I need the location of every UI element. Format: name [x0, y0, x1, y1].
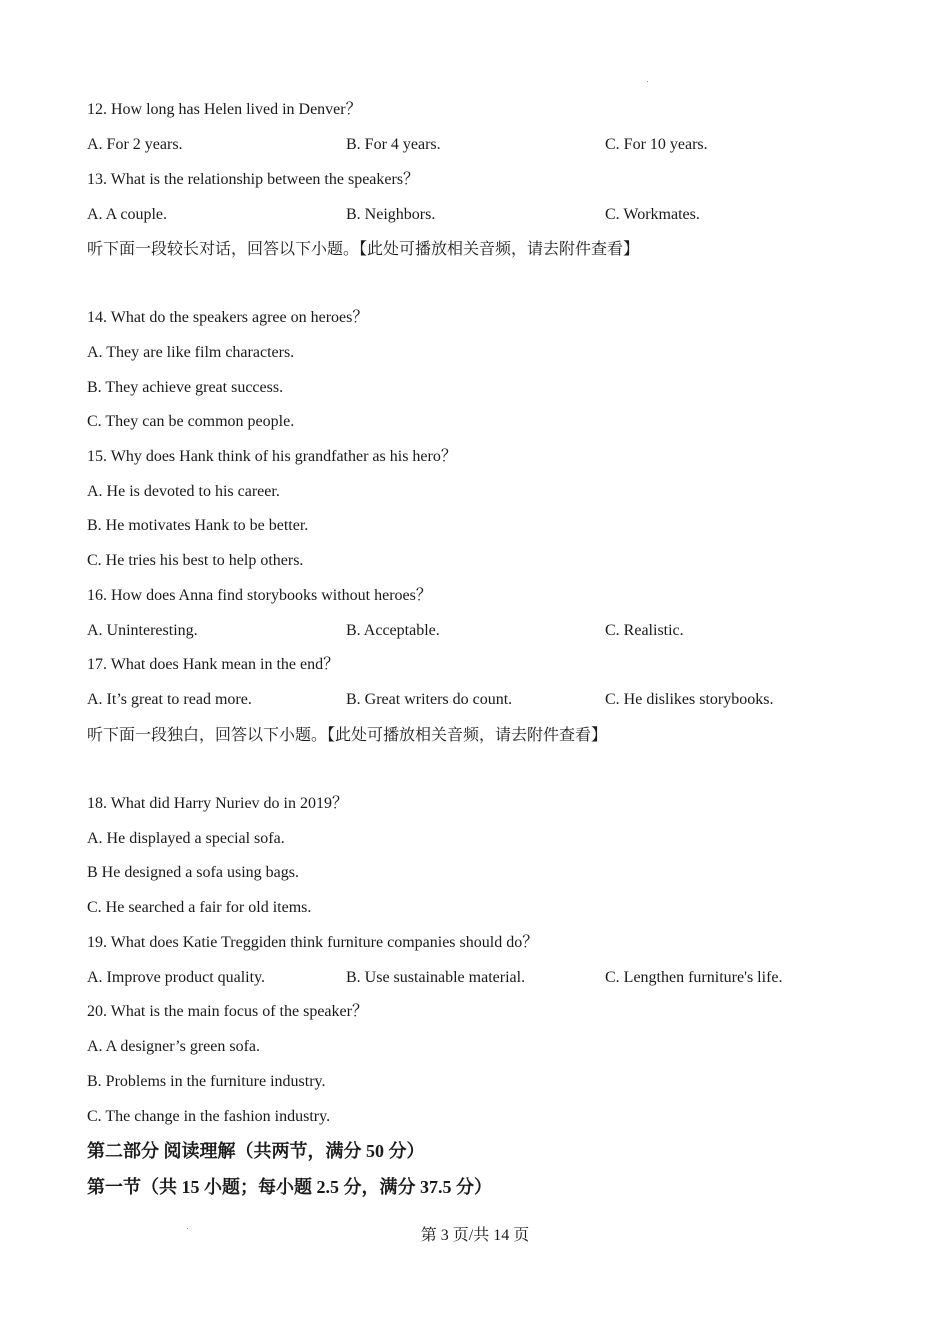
question-12-option-b: B. For 4 years.: [346, 136, 441, 153]
section-heading-part1: 第一节（共 15 小题；每小题 2.5 分，满分 37.5 分）: [87, 1177, 492, 1197]
question-19-stem: 19. What does Katie Treggiden think furniture companies should do？: [87, 934, 539, 951]
question-12-option-a: A. For 2 years.: [87, 136, 183, 153]
question-20-option-b: B. Problems in the furniture industry.: [87, 1073, 326, 1090]
question-15-option-b: B. He motivates Hank to be better.: [87, 517, 309, 534]
question-18-option-a: A. He displayed a special sofa.: [87, 830, 285, 847]
question-14-option-c: C. They can be common people.: [87, 413, 295, 430]
instruction-monologue: 听下面一段独白，回答以下小题。【此处可播放相关音频，请去附件查看】: [87, 727, 608, 744]
question-20-option-c: C. The change in the fashion industry.: [87, 1108, 331, 1125]
question-12-stem: 12. How long has Helen lived in Denver？: [87, 101, 362, 118]
question-17-stem: 17. What does Hank mean in the end？: [87, 656, 340, 673]
question-16-stem: 16. How does Anna find storybooks without heroes？: [87, 587, 432, 604]
question-17-option-b: B. Great writers do count.: [346, 691, 513, 708]
question-12-option-c: C. For 10 years.: [605, 136, 708, 153]
instruction-long-dialogue: 听下面一段较长对话，回答以下小题。【此处可播放相关音频，请去附件查看】: [87, 241, 640, 258]
question-13-option-c: C. Workmates.: [605, 206, 700, 223]
question-17-option-c: C. He dislikes storybooks.: [605, 691, 774, 708]
question-13-stem: 13. What is the relationship between the speakers？: [87, 171, 420, 188]
question-16-option-c: C. Realistic.: [605, 622, 684, 639]
question-13-option-b: B. Neighbors.: [346, 206, 436, 223]
question-16-option-b: B. Acceptable.: [346, 622, 440, 639]
question-19-option-b: B. Use sustainable material.: [346, 969, 526, 986]
question-19-option-a: A. Improve product quality.: [87, 969, 266, 986]
question-14-option-a: A. They are like film characters.: [87, 344, 295, 361]
question-14-stem: 14. What do the speakers agree on heroes？: [87, 309, 369, 326]
page-footer: 第 3 页/共 14 页: [420, 1227, 530, 1244]
question-18-stem: 18. What did Harry Nuriev do in 2019？: [87, 795, 348, 812]
question-13-option-a: A. A couple.: [87, 206, 167, 223]
question-17-option-a: A. It’s great to read more.: [87, 691, 252, 708]
question-20-option-a: A. A designer’s green sofa.: [87, 1038, 260, 1055]
question-16-option-a: A. Uninteresting.: [87, 622, 198, 639]
section-heading-part2: 第二部分 阅读理解（共两节，满分 50 分）: [87, 1141, 425, 1161]
question-19-option-c: C. Lengthen furniture's life.: [605, 969, 783, 986]
question-15-stem: 15. Why does Hank think of his grandfather as his hero？: [87, 448, 457, 465]
question-15-option-c: C. He tries his best to help others.: [87, 552, 304, 569]
question-14-option-b: B. They achieve great success.: [87, 379, 284, 396]
question-15-option-a: A. He is devoted to his career.: [87, 483, 280, 500]
question-18-option-c: C. He searched a fair for old items.: [87, 899, 312, 916]
stray-mark: [647, 81, 648, 82]
question-18-option-b: B He designed a sofa using bags.: [87, 864, 299, 881]
question-20-stem: 20. What is the main focus of the speaker？: [87, 1003, 368, 1020]
